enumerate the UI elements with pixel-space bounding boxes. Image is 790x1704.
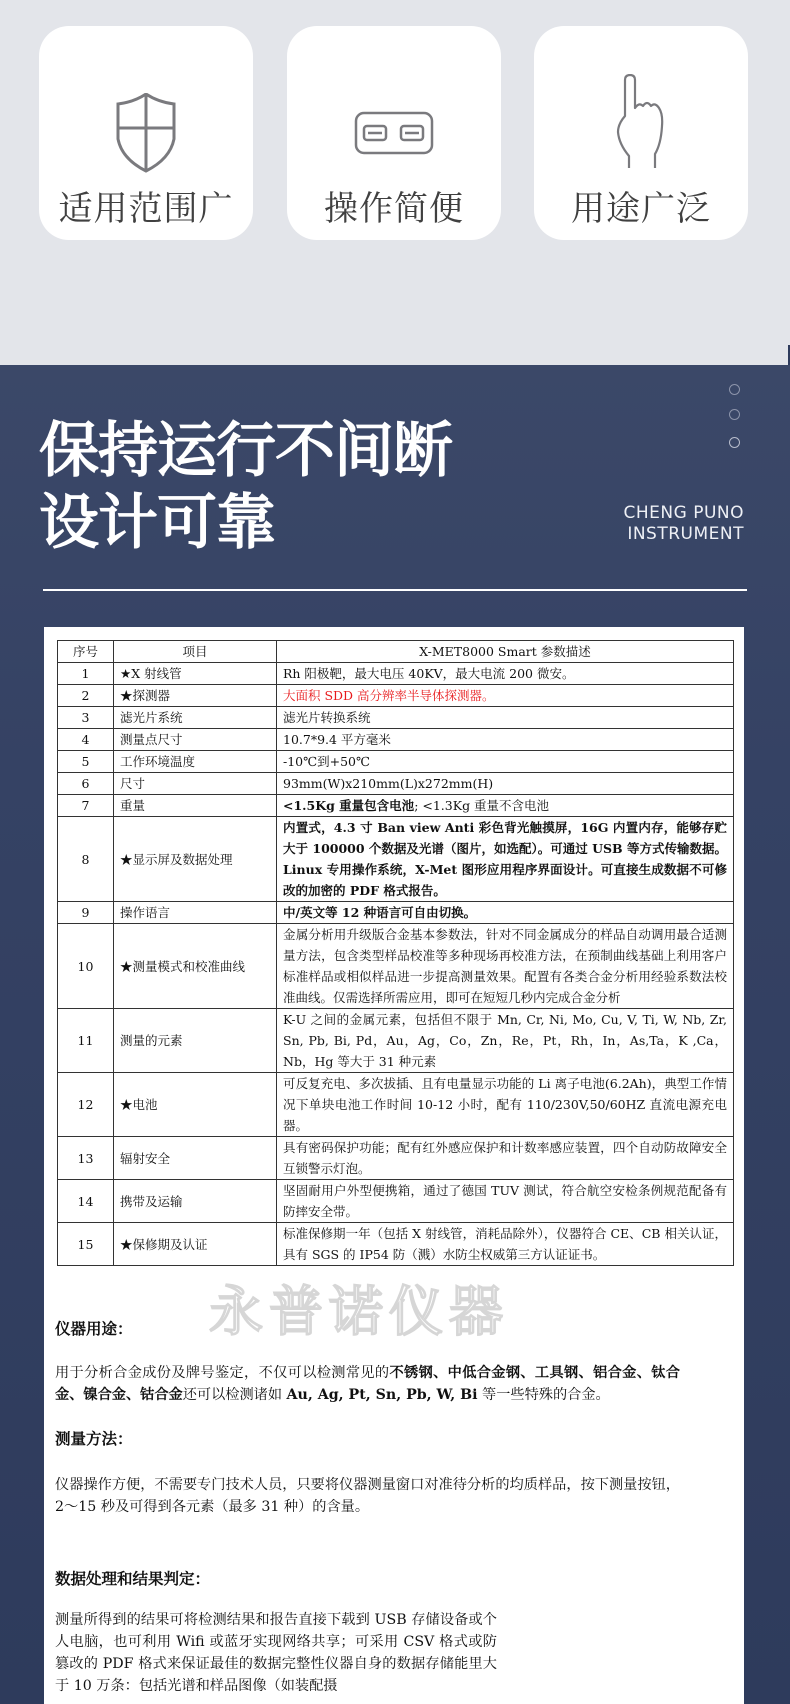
pager-dot[interactable] [729,437,740,448]
feature-card-wide-use [534,26,748,240]
usage-text [55,1362,680,1406]
weight-normal: ; <1.3Kg 重量不含电池 [414,798,550,813]
usage-alloys: 不锈钢、中低合金钢、工具钢、铝合金、钛合金、镍合金、钴合金 [55,1365,680,1403]
usb-port-icon [287,88,501,178]
weight-bold: <1.5Kg 重量包含电池 [283,798,415,813]
row-item: 测量的元素 [114,1009,277,1073]
row-desc: 标准保修期一年（包括 X 射线管，消耗品除外），仪器符合 CE、CB 相关认证，具有 SGS 的 IP54 防（溅）水防尘权威第三方认证证书。 [277,1223,734,1266]
pager-dot[interactable] [729,384,740,395]
table-row [58,1223,734,1266]
usage-heading: 仪器用途： [55,1319,133,1338]
row-no: 12 [58,1073,114,1137]
table-row [58,795,734,817]
row-no: 10 [58,924,114,1009]
row-desc: 滤光片转换系统 [277,707,734,729]
row-desc: 具有密码保护功能；配有红外感应保护和计数率感应装置，四个自动防故障安全互锁警示灯泡。 [277,1137,734,1180]
table-row [58,773,734,795]
method-text: 仪器操作方便，不需要专门技术人员，只要将仪器测量窗口对准待分析的均质样品，按下测量按钮，2～15 秒及可得到各元素（最多 31 种）的含量。 [55,1477,680,1515]
row-no: 1 [58,663,114,685]
reliability-section [0,365,790,1704]
row-item: 尺寸 [114,773,277,795]
header-desc: X-MET8000 Smart 参数描述 [277,641,734,663]
row-item: 测量点尺寸 [114,729,277,751]
table-row [58,663,734,685]
method-heading: 测量方法： [55,1429,133,1448]
row-no: 7 [58,795,114,817]
shield-icon [39,88,253,178]
pager-dot[interactable] [729,409,740,420]
row-no: 15 [58,1223,114,1266]
row-item: 辐射安全 [114,1137,277,1180]
row-item: 工作环境温度 [114,751,277,773]
table-row [58,1009,734,1073]
table-row [58,1073,734,1137]
spec-document [44,627,744,1704]
row-item: ★X 射线管 [114,663,277,685]
header-item: 项目 [114,641,277,663]
table-row [58,902,734,924]
table-row [58,924,734,1009]
table-row [58,1180,734,1223]
divider-line [43,589,747,591]
row-desc: 坚固耐用户外型便携箱，通过了德国 TUV 测试，符合航空安检条例规范配备有防摔安全带。 [277,1180,734,1223]
watermark: 永普诺仪器 [209,1280,509,1343]
row-desc: Rh 阳极靶，最大电压 40KV，最大电流 200 微安。 [277,663,734,685]
table-row [58,751,734,773]
row-item: 滤光片系统 [114,707,277,729]
table-row [58,685,734,707]
header-no: 序号 [58,641,114,663]
table-row [58,817,734,902]
feature-label: 适用范围广 [58,189,234,229]
row-no: 4 [58,729,114,751]
usage-elements: Au, Ag, Pt, Sn, Pb, W, Bi [286,1387,478,1403]
data-text: 测量所得到的结果可将检测结果和报告直接下载到 USB 存储设备或个人电脑，也可利用 Wifi 或蓝牙实现网络共享；可采用 CSV 格式或防篡改的 PDF 格式来保证最佳的数据完整性仪器自身的数据存储能里大于 10 万条：包括光谱和样品图像（如装配摄 [55,1612,497,1694]
row-item: ★电池 [114,1073,277,1137]
row-no: 5 [58,751,114,773]
feature-section [0,0,790,365]
row-desc: 金属分析用升级版合金基本参数法，针对不同金属成分的样品自动调用最合适测量方法，包含类型样品校准等多种现场再校准方法，在预制曲线基础上利用客户标准样品或相似样品进一步提高测量效果。配置有各类合金分析用经验系数法校准曲线。仅需选择所需应用，即可在短短几秒内完成合金分析 [277,924,734,1009]
title-line-1: 保持运行不间断 [39,416,452,486]
brand-line-2: INSTRUMENT [627,524,744,544]
feature-card-wide-range [39,26,253,240]
row-item: ★保修期及认证 [114,1223,277,1266]
row-no: 13 [58,1137,114,1180]
data-heading: 数据处理和结果判定： [55,1569,211,1588]
row-desc: 可反复充电、多次拔插、且有电量显示功能的 Li 离子电池(6.2Ah)，典型工作情况下单块电池工作时间 10-12 小时，配有 110/230V,50/60HZ 直流电源充电器。 [277,1073,734,1137]
pointing-hand-icon [534,62,748,182]
table-row [58,729,734,751]
spec-table [57,640,734,1266]
usage-text-a: 用于分析合金成份及牌号鉴定，不仅可以检测常见的 [55,1365,390,1381]
row-no: 11 [58,1009,114,1073]
row-no: 2 [58,685,114,707]
row-no: 14 [58,1180,114,1223]
row-desc: K-U 之间的金属元素，包括但不限于 Mn, Cr, Ni, Mo, Cu, V, Ti, W, Nb, Zr, Sn, Pb, Bi, Pd，Au，Ag，Co，Zn，Re，Pt，Rh，In，As,Ta，K ,Ca，Nb，Hg 等大于 31 种元素 [277,1009,734,1073]
row-no: 9 [58,902,114,924]
row-item: 携带及运输 [114,1180,277,1223]
usage-text-c: 等一些特殊的合金。 [477,1387,610,1403]
row-desc: 中/英文等 12 种语言可自由切换。 [277,902,734,924]
row-desc [277,795,734,817]
table-row [58,707,734,729]
row-item: 操作语言 [114,902,277,924]
brand-name [624,503,744,545]
row-item: ★探测器 [114,685,277,707]
row-desc: 内置式，4.3 寸 Ban view Anti 彩色背光触摸屏，16G 内置内存，能够存贮大于 100000 个数据及光谱（图片，如选配）。可通过 USB 等方式传输数据。Linux 专用操作系统，X-Met 图形应用程序界面设计。可直接生成数据不可修改的加密的 PDF 格式报告。 [277,817,734,902]
row-no: 3 [58,707,114,729]
usage-text-b: 还可以检测诸如 [182,1387,287,1403]
row-no: 8 [58,817,114,902]
row-item: 重量 [114,795,277,817]
row-no: 6 [58,773,114,795]
feature-label: 操作简便 [324,189,464,229]
row-item: ★测量模式和校准曲线 [114,924,277,1009]
row-item: ★显示屏及数据处理 [114,817,277,902]
row-desc: -10℃到+50℃ [277,751,734,773]
section-title [39,415,452,559]
row-desc: 10.7*9.4 平方毫米 [277,729,734,751]
row-desc: 大面积 SDD 高分辨率半导体探测器。 [277,685,734,707]
title-line-2: 设计可靠 [39,488,275,558]
row-desc: 93mm(W)x210mm(L)x272mm(H) [277,773,734,795]
brand-line-1: CHENG PUNO [623,503,744,523]
feature-label: 用途广泛 [571,189,711,229]
feature-card-easy-operation [287,26,501,240]
table-row [58,1137,734,1180]
